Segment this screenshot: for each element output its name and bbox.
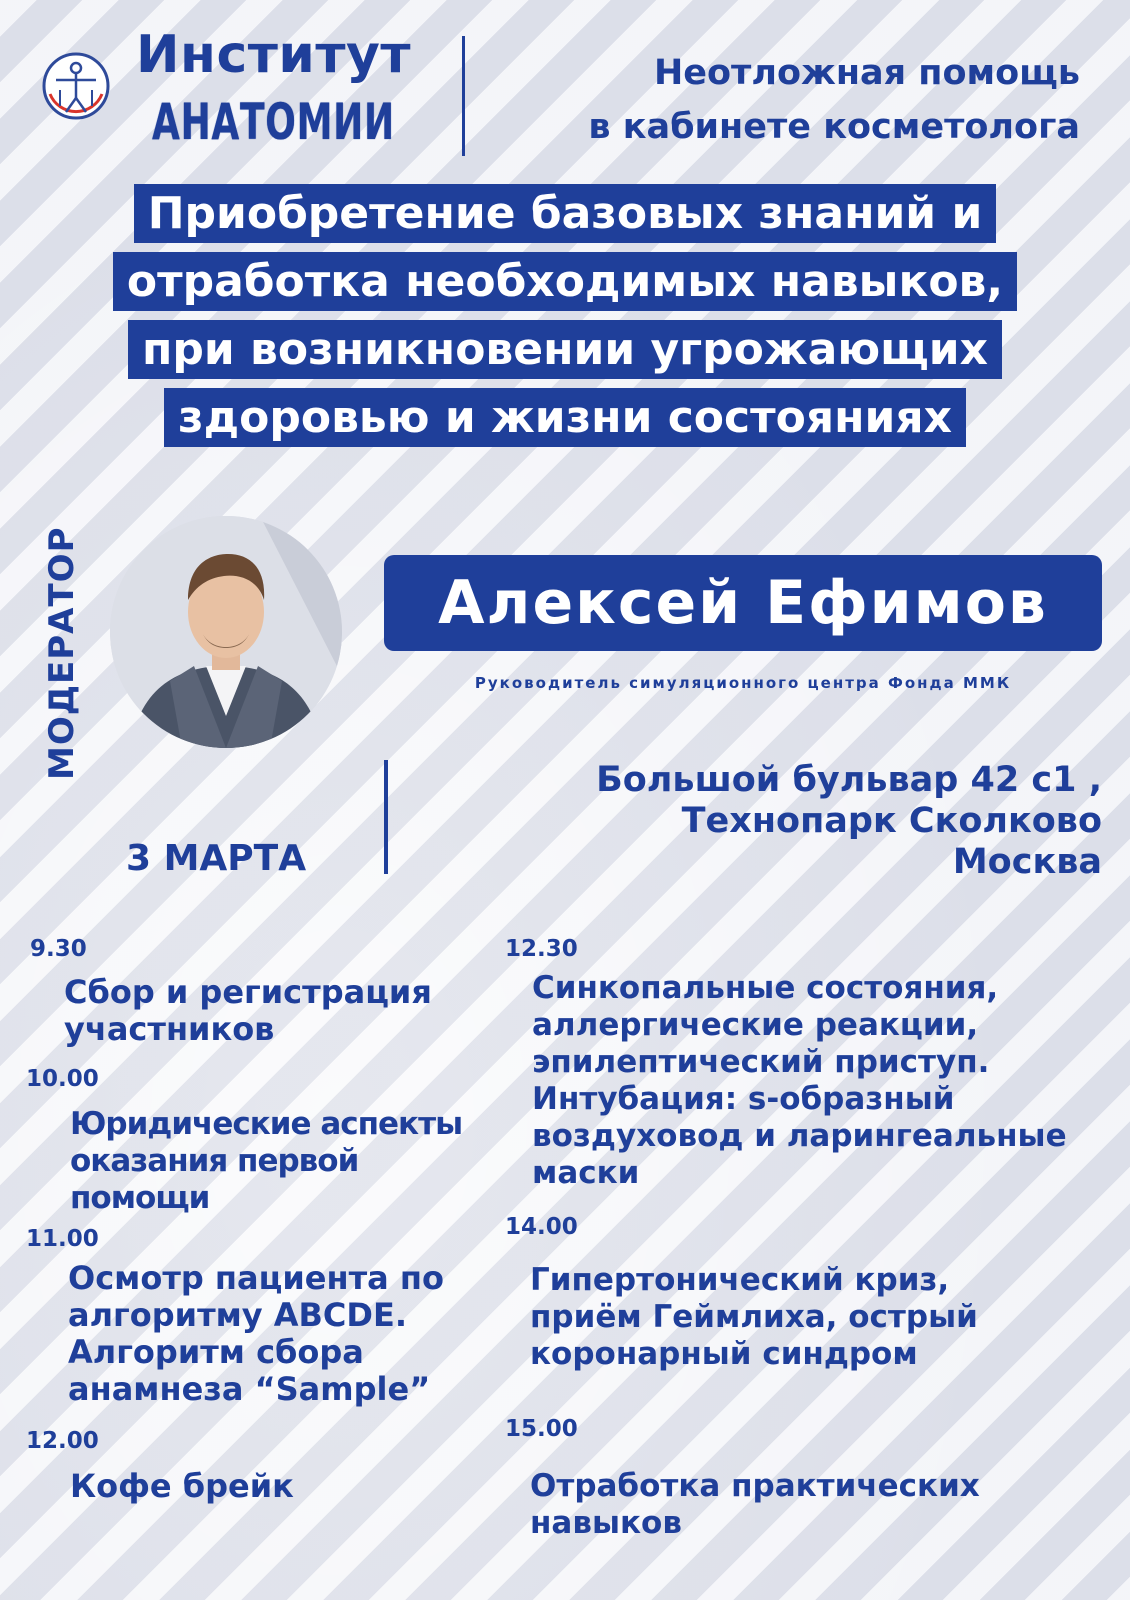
schedule-session: Юридические аспекты оказания первой помощи	[70, 1106, 463, 1216]
course-topic-line-1: Неотложная помощь	[653, 53, 1080, 93]
headline-line: при возникновении угрожающих	[128, 320, 1002, 379]
schedule-time: 14.00	[505, 1214, 578, 1240]
headline	[0, 180, 1130, 452]
header-divider	[462, 36, 465, 156]
event-address	[480, 760, 1102, 883]
address-line-2: Технопарк Сколково	[681, 801, 1102, 841]
course-topic-line-2: в кабинете косметолога	[588, 107, 1080, 147]
vitruvian-man-logo-icon	[40, 50, 112, 122]
schedule-time: 12.00	[26, 1428, 99, 1454]
moderator-position: Руководитель симуляционного центра Фонда ММК	[474, 674, 1012, 692]
address-line-3: Москва	[952, 842, 1102, 882]
schedule-session: Отработка практических навыков	[530, 1468, 980, 1541]
course-topic	[480, 46, 1080, 154]
schedule-time: 9.30	[30, 936, 87, 962]
schedule-time: 11.00	[26, 1226, 99, 1252]
moderator-portrait	[110, 516, 342, 748]
schedule-session: Гипертонический криз, приём Геймлиха, острый коронарный синдром	[530, 1262, 978, 1372]
logo-title: Институт	[136, 25, 412, 85]
schedule-session: Синкопальные состояния, аллергические реакции, эпилептический приступ. Интубация: s-образный воздуховод и ларингеальные маски	[532, 970, 1067, 1191]
schedule-session: Кофе брейк	[70, 1467, 294, 1505]
schedule-time: 10.00	[26, 1066, 99, 1092]
headline-line: Приобретение базовых знаний и	[134, 184, 997, 243]
headline-line: отработка необходимых навыков,	[113, 252, 1017, 311]
event-divider	[384, 760, 388, 874]
logo-subtitle: АНАТОМИИ	[152, 93, 395, 151]
schedule-session: Осмотр пациента по алгоритму ABCDE. Алгоритм сбора анамнеза “Sample”	[68, 1259, 444, 1408]
moderator-label: МОДЕРАТОР	[42, 526, 82, 780]
event-date: 3 МАРТА	[126, 838, 307, 879]
schedule-session: Сбор и регистрация участников	[64, 973, 432, 1048]
moderator-name: Алексей Ефимов	[384, 555, 1102, 651]
schedule-time: 12.30	[505, 936, 578, 962]
headline-line: здоровью и жизни состояниях	[164, 388, 966, 447]
schedule-time: 15.00	[505, 1416, 578, 1442]
address-line-1: Большой бульвар 42 с1 ,	[596, 760, 1102, 800]
